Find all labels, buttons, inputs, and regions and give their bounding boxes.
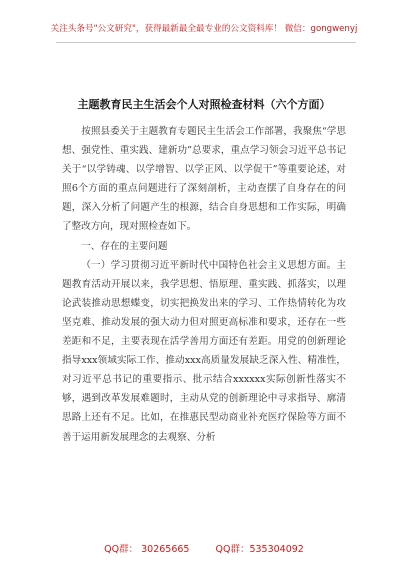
section-heading: 一、存在的主要问题 [81, 240, 168, 252]
document-title: 主题教育民主生活会个人对照检查材料（六个方面） [77, 98, 331, 111]
footer-qq-group-2: QQ群：535304092 [215, 544, 304, 555]
intro-paragraph: 按照县委关于主题教育专题民主生活会工作部署，我聚焦“学思想、强党性、重实践、建新功”总要求，重点学习领会习近平总书记关于“以学铸魂、以学增智、以学正风、以学促干”等重要论述，对照6个方面的重点问题进行了深刻剖析，主动查摆了自身存在的问题，深入分析了问题产生的根源，结合自身思想和工作实际，明确了整改方向，现对照检查如下。 [62, 126, 346, 233]
footer-qq-group-1: QQ群： 30265665 [104, 544, 190, 555]
document-body [62, 122, 346, 447]
header-banner: 关注头条号"公文研究"，获得最新最全最专业的公文资料库！ 微信：gongwenyj [50, 24, 358, 34]
subsection-paragraph: （一）学习贯彻习近平新时代中国特色社会主义思想方面。主题教育活动开展以来，我学思想、悟原理、重实践、抓落实，以理论武装推动思想蝶变，切实把换发出来的学习、工作热情转化为攻坚克难、推动发展的强大动力但对照更高标准和要求，还存在一些差距和不足，主要表现在活学善用方面还有差距。用党的创新理论指导xxx领域实际工作、推动xxx高质量发展缺乏深入性、精准性，对习近平总书记的重要指示、批示结合xxxxxx实际创新性落实不够，遇到改革发展难题时，主动从党的创新理论中寻求指导、廓清思路上还有不足。比如，在推惠民型动商业补充医疗保险等方面不善于运用新发展理念的去观察、分析 [62, 259, 346, 443]
footer-qq-groups [0, 541, 408, 555]
header-divider [56, 42, 356, 43]
